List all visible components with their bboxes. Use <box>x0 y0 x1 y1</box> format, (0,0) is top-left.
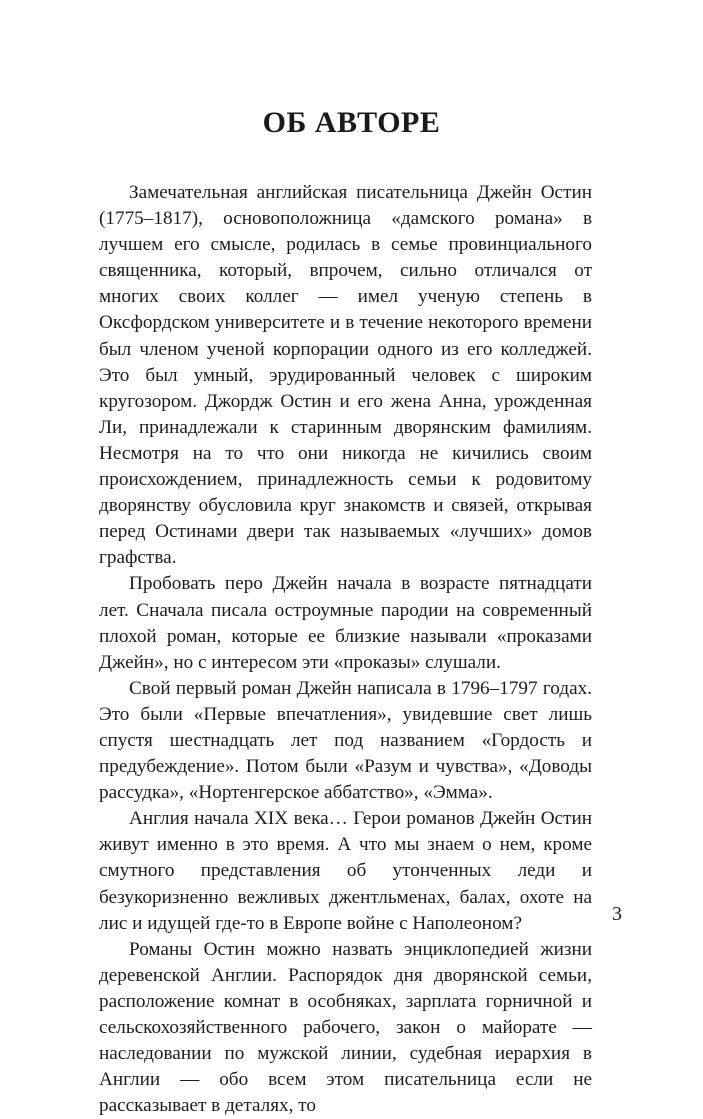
paragraph-3: Свой первый роман Джейн написала в 1796–1797 годах. Это были «Первые впечатления», увидевшие свет лишь спустя шестнадцать лет под названием «Гордость и предубеждение». Потом были «Разум и чувства», «Доводы рассудка», «Нортенгерское аббатство», «Эмма». <box>99 677 592 804</box>
paragraph-1: Замечательная английская писательница Джейн Остин (1775–1817), основоположница «дамского романа» в лучшем его смысле, родилась в семье провинциального священника, который, впрочем, сильно отличался от многих своих коллег — имел ученую степень в Оксфордском университете и в течение некоторого времени был членом ученой корпорации одного из его колледжей. Это был умный, эрудированный человек с широким кругозором. Джордж Остин и его жена Анна, урожденная Ли, принадлежали к старинным дворянским фамилиям. Несмотря на то что они никогда не кичились своим происхождением, принадлежность семьи к родовитому дворянству обусловила круг знакомств и связей, открывая перед Остинами двери так называемых «лучших» домов графства. <box>99 182 592 569</box>
body-text <box>99 180 592 1119</box>
paragraph-5: Романы Остин можно назвать энциклопедией жизни деревенской Англии. Распорядок дня дворянской семьи, расположение комнат в особняках, зарплата горничной и сельскохозяйственного рабочего, закон о майорате — наследовании по мужской линии, судебная иерархия в Англии — обо всем этом писательница если не рассказывает в деталях, то <box>99 938 592 1117</box>
page-number: 3 <box>612 903 622 925</box>
page-title: ОБ АВТОРЕ <box>262 106 441 140</box>
paragraph-2: Пробовать перо Джейн начала в возрасте пятнадцати лет. Сначала писала остроумные пародии на современный плохой роман, которые ее близкие называли «проказами Джейн», но с интересом эти «проказы» слушали. <box>99 573 592 673</box>
paragraph-4: Англия начала XIX века… Герои романов Джейн Остин живут именно в это время. А что мы знаем о нем, кроме смутного представления об утонченных леди и безукоризненно вежливых джентльменах, балах, охоте на лис и идущей где-то в Европе войне с Наполеоном? <box>99 808 592 934</box>
